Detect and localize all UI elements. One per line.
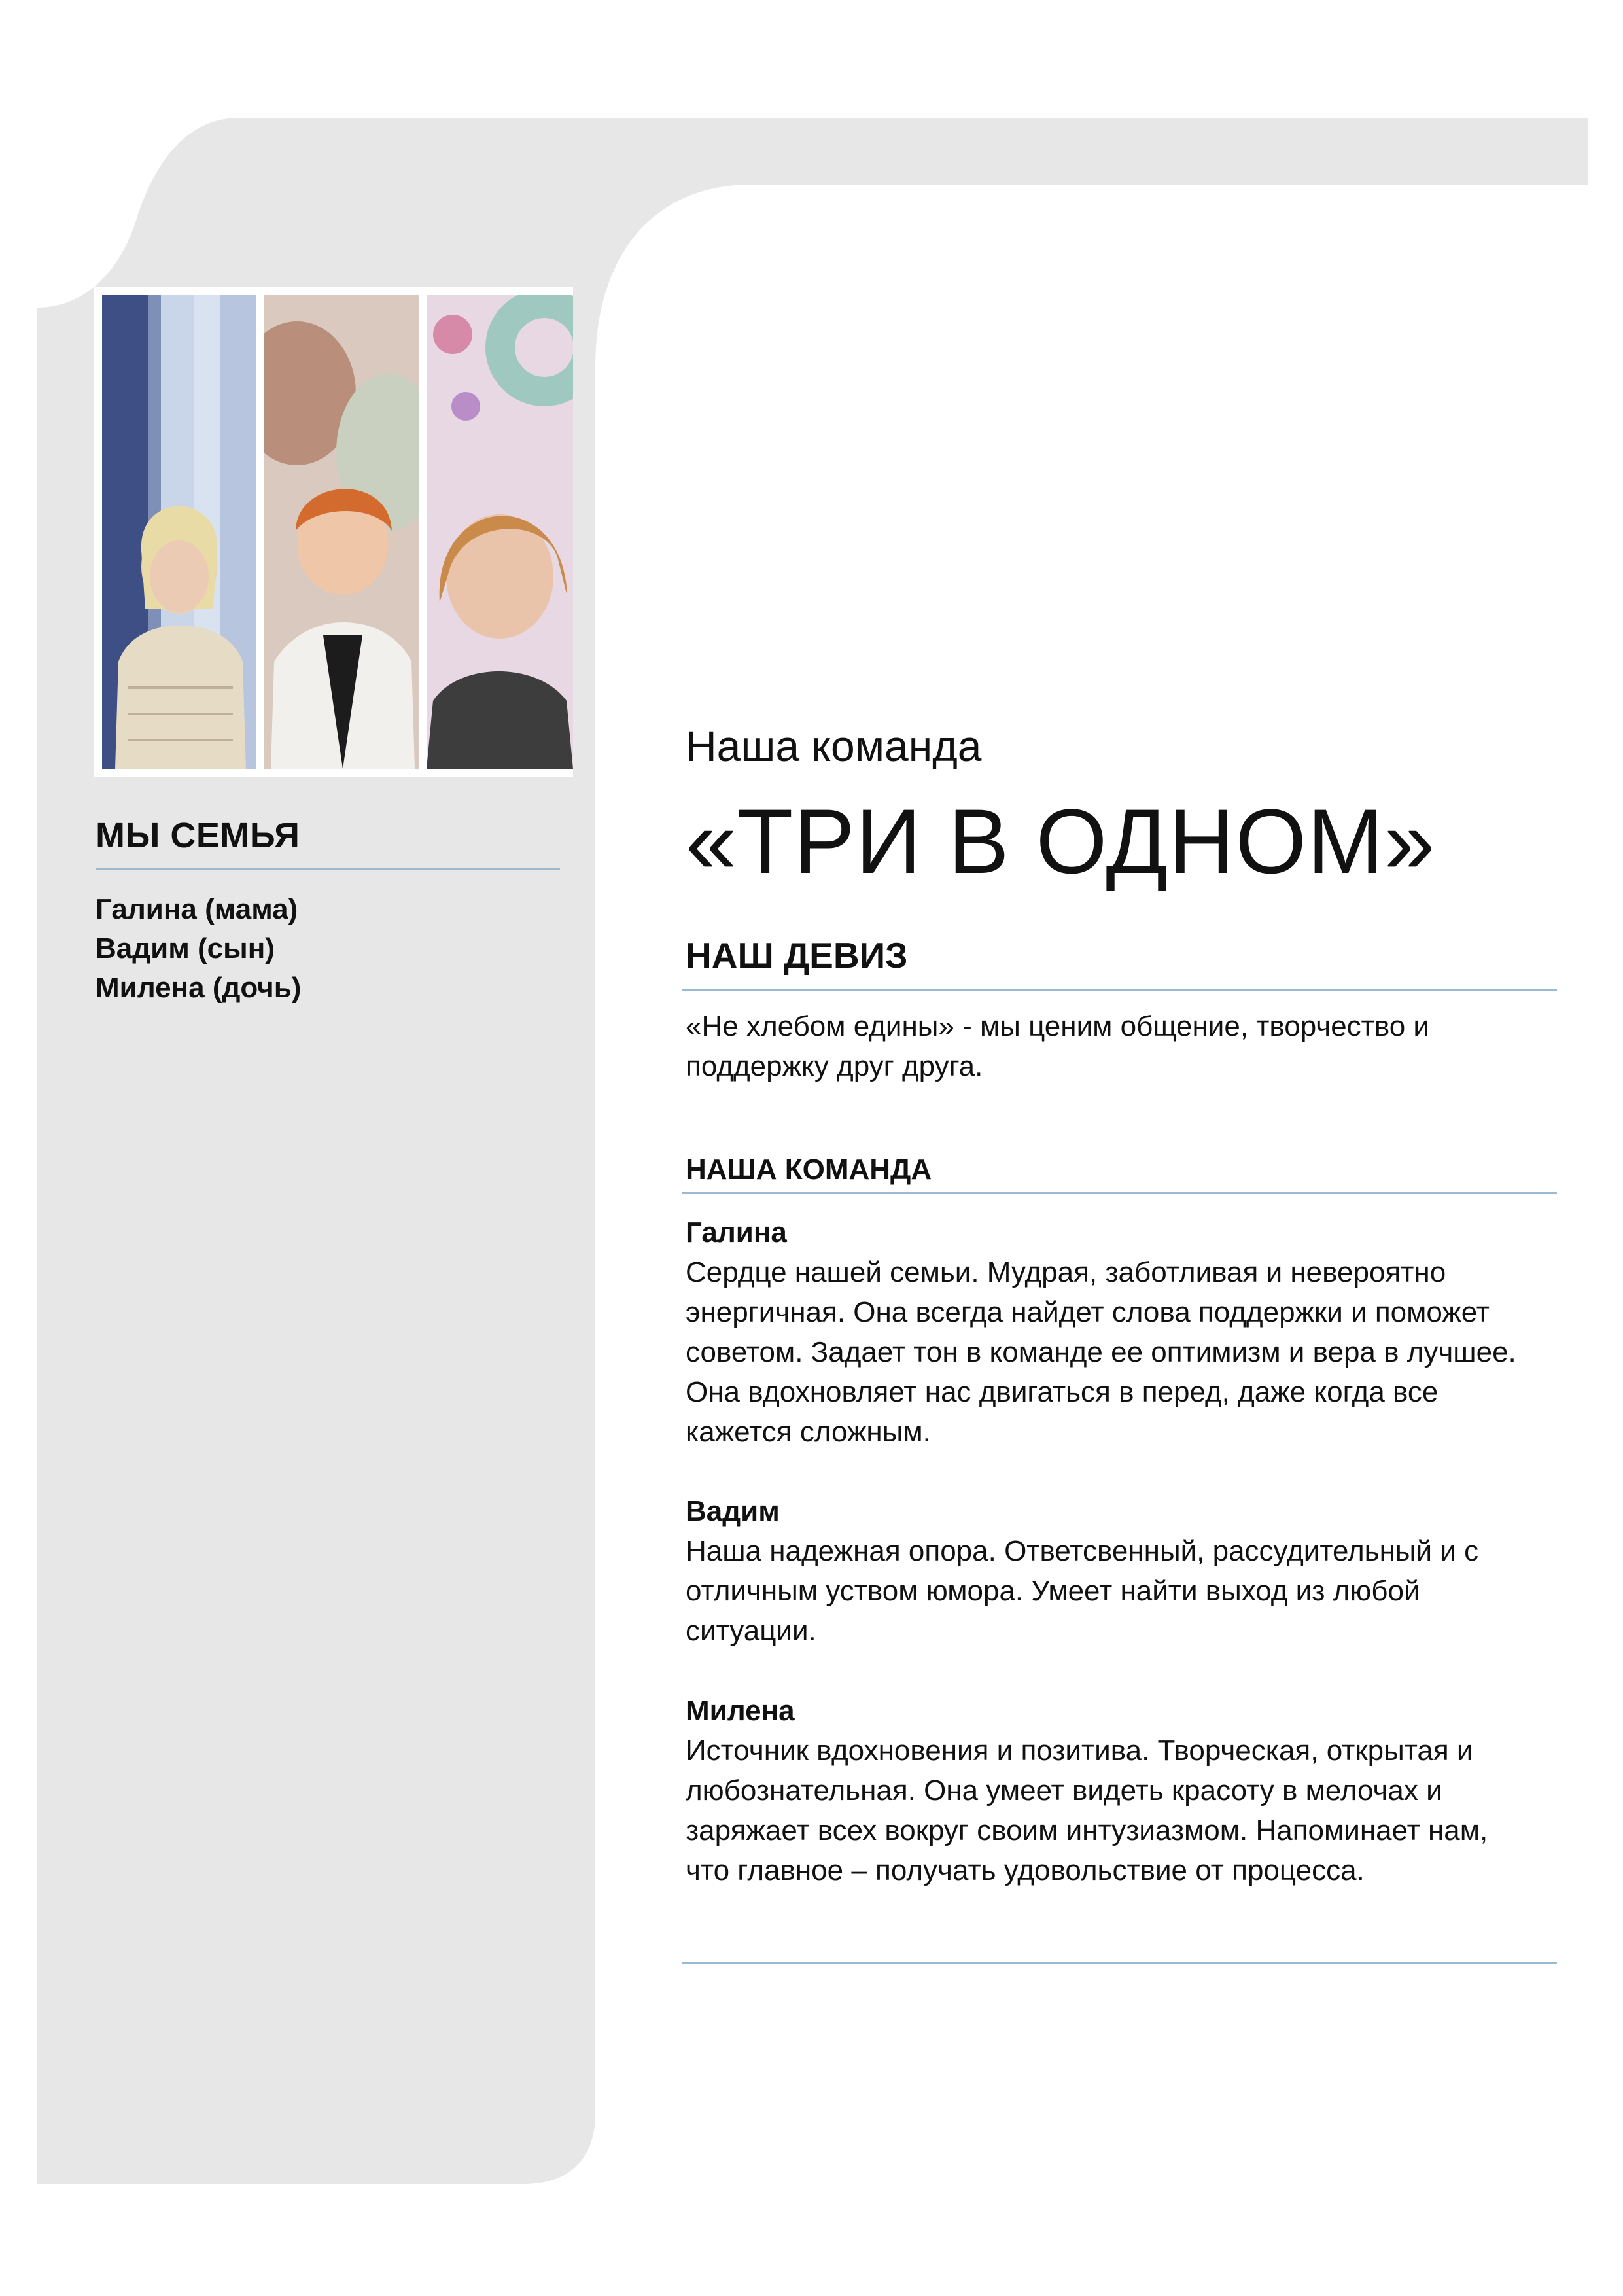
member-description-line: что главное – получать удовольствие от процесса. bbox=[686, 1854, 1365, 1886]
member-name: Галина bbox=[686, 1216, 787, 1248]
divider bbox=[682, 1962, 1557, 1964]
member-description-line: Источник вдохновения и позитива. Творческая, открытая и bbox=[686, 1735, 1473, 1767]
member-description-line: советом. Задает тон в команде ее оптимизм и вера в лучшее. bbox=[686, 1336, 1516, 1368]
team-intro: Наша команда bbox=[686, 722, 982, 770]
member-description-line: отличным уством юмора. Умеет найти выход из любой bbox=[686, 1575, 1420, 1607]
divider bbox=[682, 1192, 1557, 1194]
member-description-line: кажется сложным. bbox=[686, 1416, 931, 1448]
member-description-line: заряжает всех вокруг своим интузиазмом. Напоминает нам, bbox=[686, 1814, 1488, 1846]
divider bbox=[682, 989, 1557, 991]
member-description-line: ситуации. bbox=[686, 1615, 816, 1647]
family-heading: МЫ СЕМЬЯ bbox=[96, 816, 300, 855]
page-title: «ТРИ В ОДНОМ» bbox=[686, 790, 1436, 892]
photo-milena bbox=[102, 295, 256, 769]
member-vadim bbox=[686, 1491, 1562, 1651]
photo-vadim bbox=[264, 295, 419, 769]
family-member-list bbox=[96, 890, 560, 1008]
motto-heading: НАШ ДЕВИЗ bbox=[686, 935, 908, 976]
member-description-line: Она вдохновляет нас двигаться в перед, даже когда все bbox=[686, 1376, 1439, 1408]
member-milena bbox=[686, 1691, 1562, 1890]
member-name: Вадим bbox=[686, 1495, 780, 1527]
member-description-line: любознательная. Она умеет видеть красоту в мелочах и bbox=[686, 1775, 1442, 1807]
member-description-line: энергичная. Она всегда найдет слова поддержки и поможет bbox=[686, 1296, 1490, 1328]
member-name: Милена bbox=[686, 1695, 795, 1727]
family-photo-collage bbox=[94, 287, 573, 777]
member-description-line: Наша надежная опора. Ответсвенный, рассудительный и с bbox=[686, 1535, 1479, 1567]
divider bbox=[96, 868, 560, 870]
list-item: Вадим (сын) bbox=[96, 932, 275, 964]
member-galina bbox=[686, 1212, 1562, 1452]
list-item: Галина (мама) bbox=[96, 893, 298, 925]
motto-text: «Не хлебом едины» - мы ценим общение, творчество и поддержку друг друга. bbox=[686, 1010, 1429, 1082]
team-heading: НАША КОМАНДА bbox=[686, 1154, 932, 1186]
member-description-line: Сердце нашей семьи. Мудрая, заботливая и невероятно bbox=[686, 1256, 1446, 1288]
photo-galina bbox=[427, 295, 573, 769]
list-item: Милена (дочь) bbox=[96, 972, 302, 1004]
